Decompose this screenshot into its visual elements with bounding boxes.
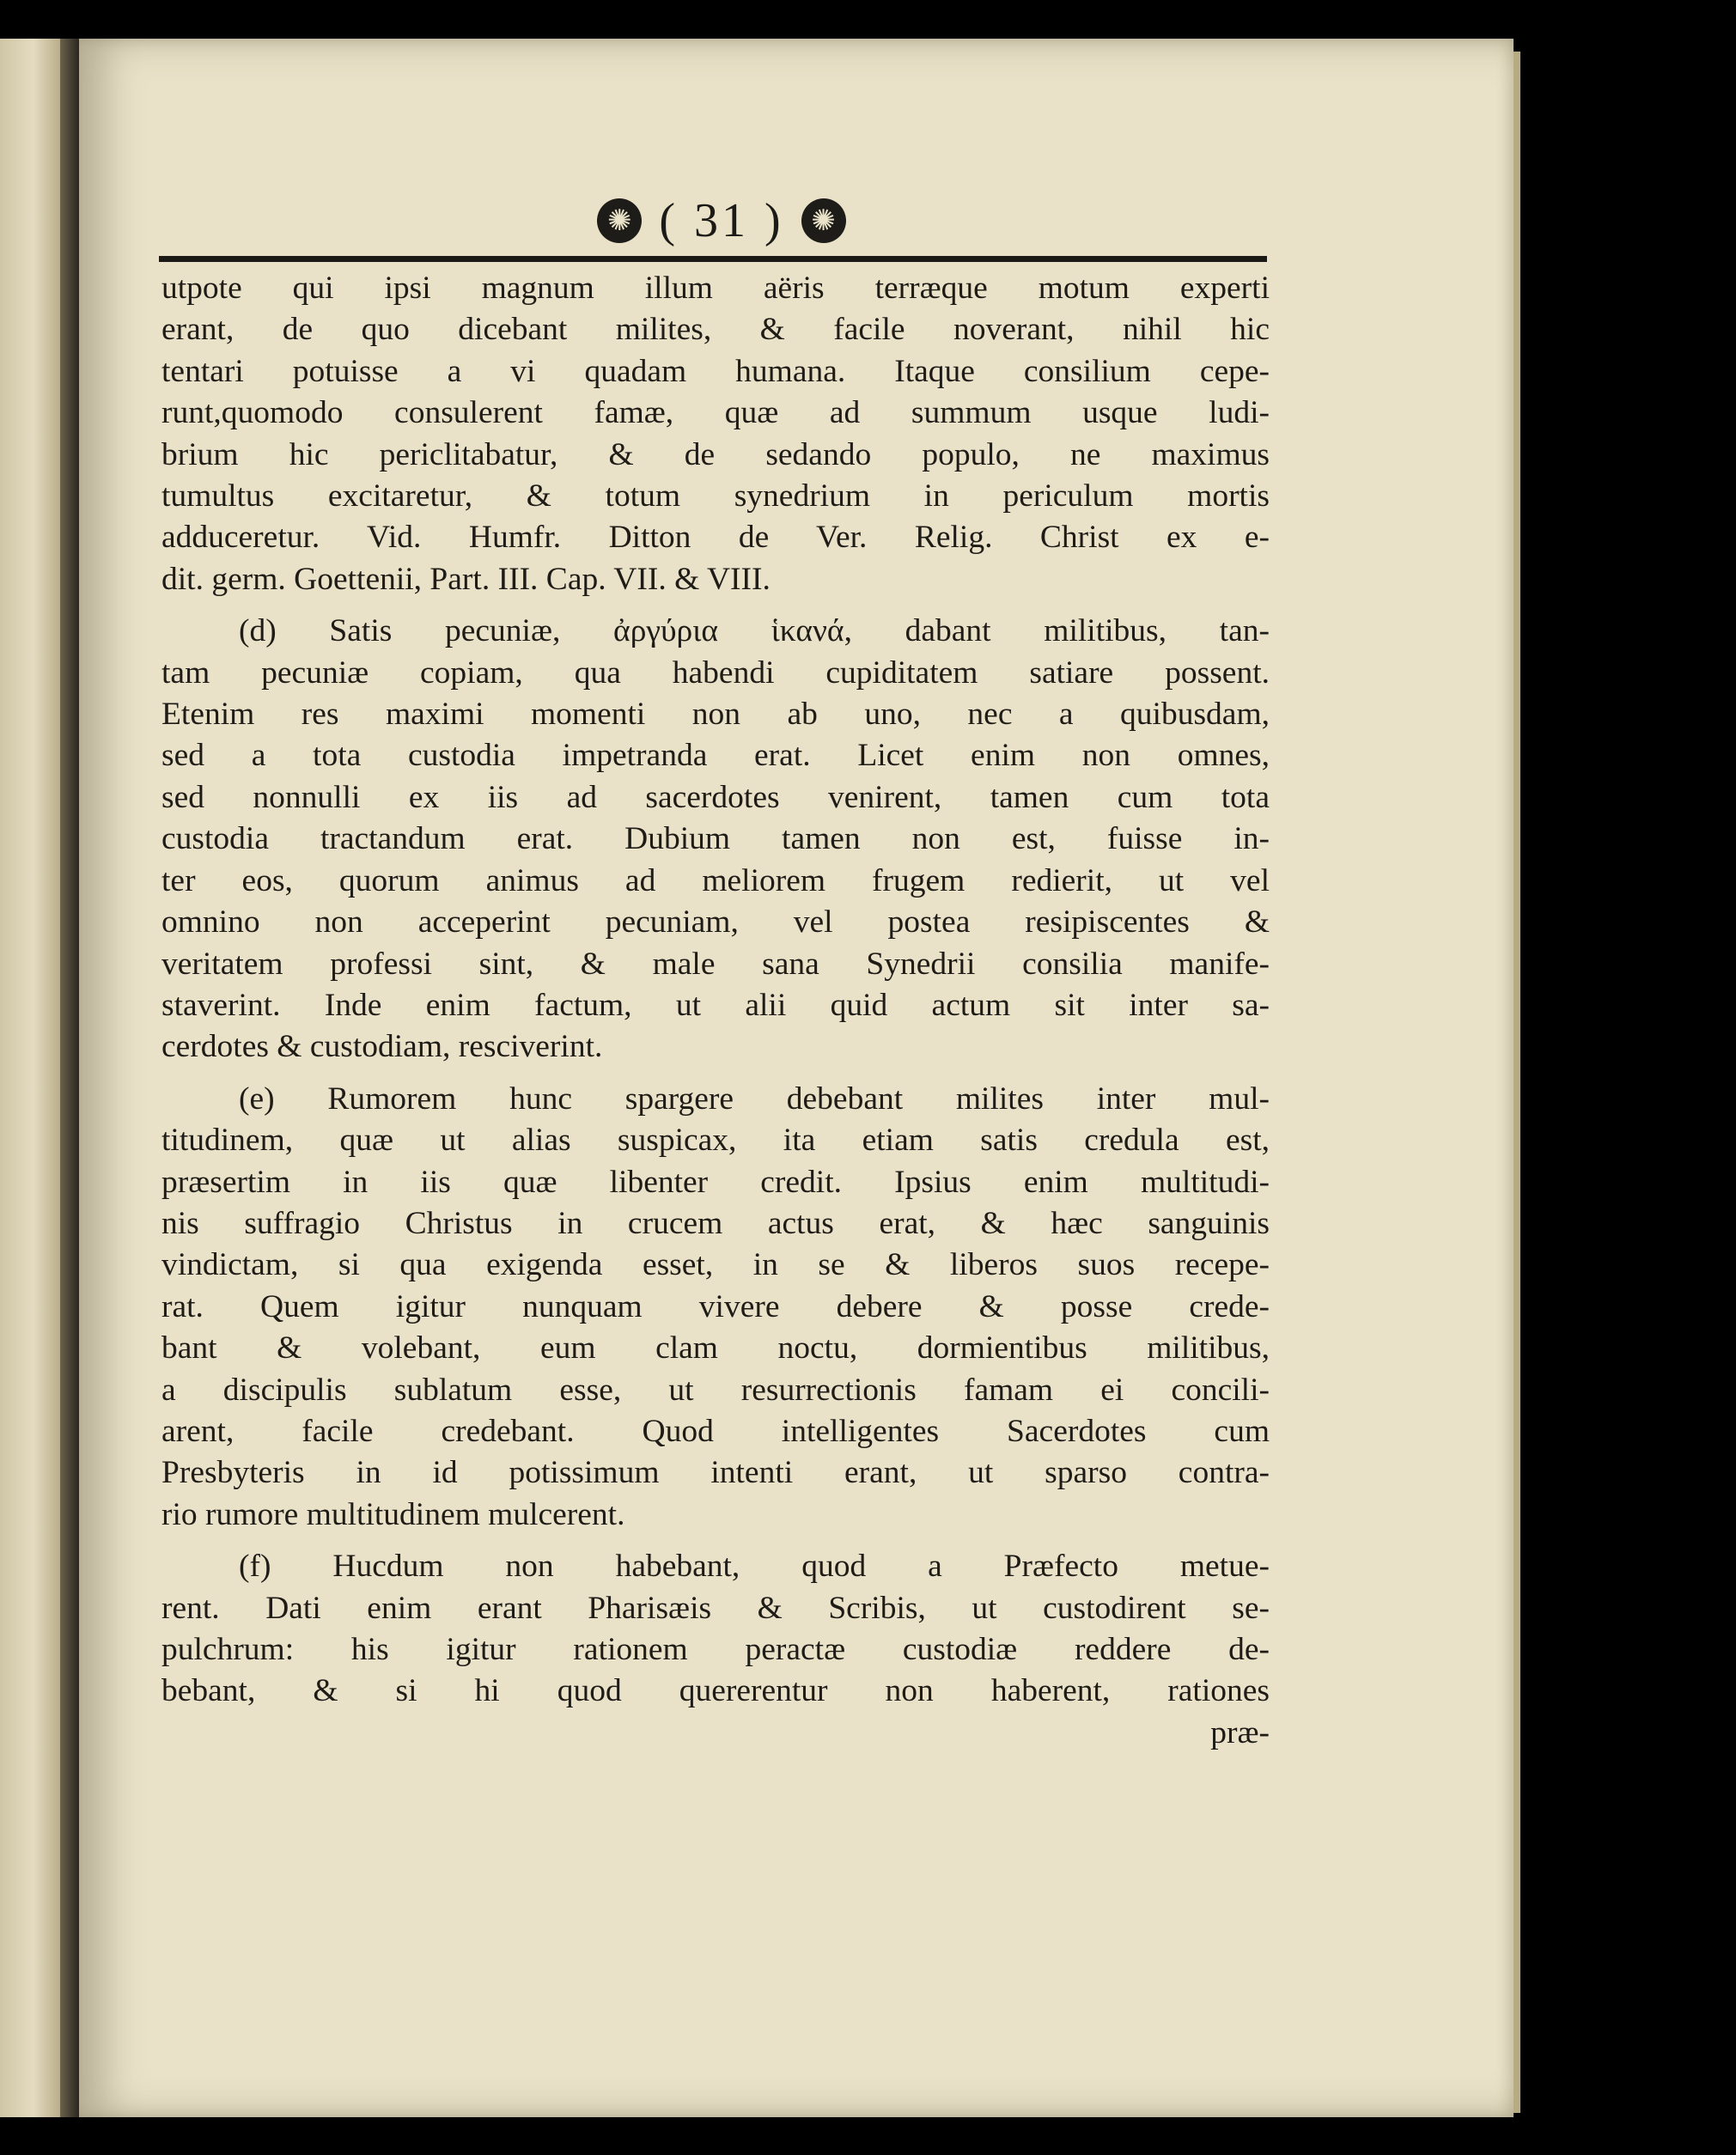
text-line: arent, facile credebant. Quod intelligentes Sacerdotes cum (161, 1413, 1270, 1449)
text-line: pulchrum: his igitur rationem peractæ custodiæ reddere de- (161, 1632, 1270, 1667)
note-f (161, 1546, 1270, 1754)
text-line: brium hic periclitabatur, & de sedando populo, ne maximus (161, 436, 1270, 472)
text-line: custodia tractandum erat. Dubium tamen non est, fuisse in- (161, 821, 1270, 857)
text-line: (e) Rumorem hunc spargere debebant milites inter mul- (239, 1081, 1270, 1117)
text-line: adduceretur. Vid. Humfr. Ditton de Ver. Relig. Christ ex e- (161, 520, 1270, 556)
text-line: erant, de quo dicebant milites, & facile noverant, nihil hic (161, 312, 1270, 348)
text-block (161, 268, 1270, 1764)
text-line: a discipulis sublatum esse, ut resurrectionis famam ei concili- (161, 1372, 1270, 1408)
text-line: titudinem, quæ ut alias suspicax, ita etiam satis credula est, (161, 1123, 1270, 1159)
text-line: omnino non acceperint pecuniam, vel postea resipiscentes & (161, 904, 1270, 941)
text-line: (d) Satis pecuniæ, ἀργύρια ἱκανά, dabant militibus, tan- (239, 613, 1270, 649)
page-number: ( 31 ) (659, 194, 784, 247)
text-line: bant & volebant, eum clam noctu, dormientibus militibus, (161, 1330, 1270, 1367)
text-line: (f) Hucdum non habebant, quod a Præfecto metue- (239, 1549, 1270, 1585)
note-e (161, 1079, 1270, 1536)
text-line: sed nonnulli ex iis ad sacerdotes venirent, tamen cum tota (161, 779, 1270, 815)
note-d (161, 611, 1270, 1068)
text-line: sed a tota custodia impetranda erat. Licet enim non omnes, (161, 738, 1270, 774)
catchword: præ- (1210, 1714, 1270, 1750)
paragraph-1 (161, 268, 1270, 600)
text-line: ter eos, quorum animus ad meliorem frugem redierit, ut vel (161, 862, 1270, 898)
text-line: rio rumore multitudinem mulcerent. (161, 1496, 625, 1532)
text-line: runt,quomodo consulerent famæ, quæ ad summum usque ludi- (161, 395, 1270, 431)
previous-page-edge (0, 39, 60, 2117)
ornament-left-icon: ✺ (597, 198, 642, 243)
ornament-right-icon: ✺ (801, 198, 846, 243)
text-line: præsertim in iis quæ libenter credit. Ipsius enim multitudi- (161, 1164, 1270, 1200)
text-line: cerdotes & custodiam, resciverint. (161, 1029, 603, 1065)
text-line: dit. germ. Goettenii, Part. III. Cap. VII. & VIII. (161, 561, 771, 597)
text-line: Presbyteris in id potissimum intenti erant, ut sparso contra- (161, 1455, 1270, 1491)
text-line: rent. Dati enim erant Pharisæis & Scribis, ut custodirent se- (161, 1590, 1270, 1626)
text-line: staverint. Inde enim factum, ut alii quid actum sit inter sa- (161, 987, 1270, 1023)
text-line: tentari potuisse a vi quadam humana. Itaque consilium cepe- (161, 353, 1270, 389)
text-line: tumultus excitaretur, & totum synedrium in periculum mortis (161, 478, 1270, 514)
header-rule (159, 256, 1267, 262)
text-line: vindictam, si qua exigenda esset, in se & liberos suos recepe- (161, 1247, 1270, 1283)
text-line: rat. Quem igitur nunquam vivere debere & posse crede- (161, 1288, 1270, 1324)
running-head (567, 191, 876, 251)
text-line: tam pecuniæ copiam, qua habendi cupiditatem satiare possent. (161, 654, 1270, 691)
page-edge (1514, 52, 1520, 2113)
text-line: bebant, & si hi quod quererentur non haberent, rationes (161, 1673, 1270, 1709)
book-gutter (60, 39, 79, 2117)
text-line: utpote qui ipsi magnum illum aëris terræque motum experti (161, 271, 1270, 306)
text-line: nis suffragio Christus in crucem actus erat, & hæc sanguinis (161, 1205, 1270, 1241)
text-line: Etenim res maximi momenti non ab uno, nec a quibusdam, (161, 697, 1270, 733)
text-line: veritatem professi sint, & male sana Synedrii consilia manife- (161, 946, 1270, 982)
